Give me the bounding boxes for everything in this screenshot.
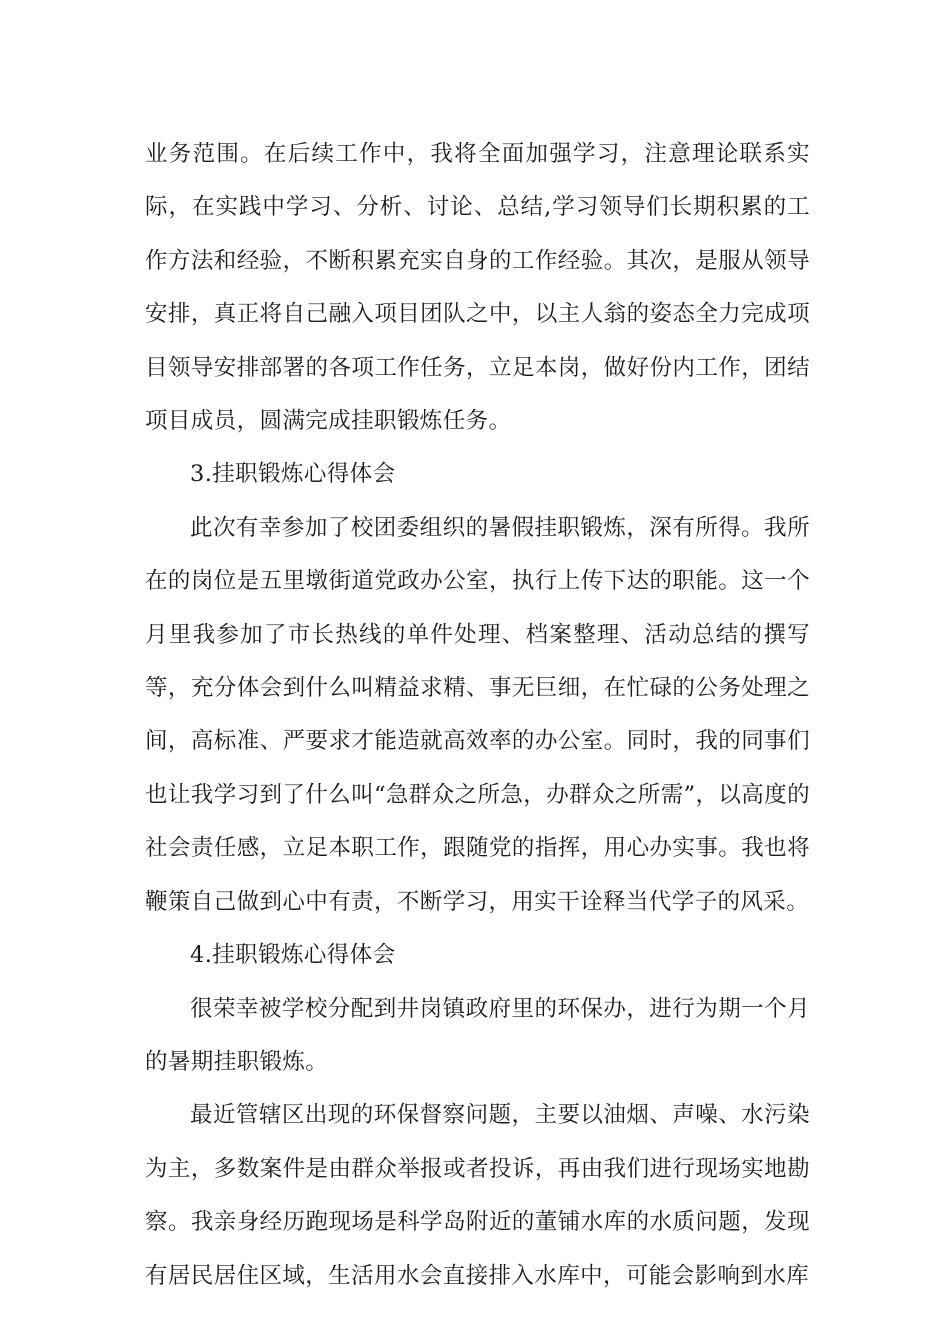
paragraph-4: 最近管辖区出现的环保督察问题，主要以油烟、声噪、水污染为主，多数案件是由群众举报或者投诉，再由我们进行现场实地勘察。我亲身经历跑现场是科学岛附近的董铺水库的水质问题，发现有居民居住区域，生活用水会直接排入水库中，可能会影响到水库 [145, 1102, 810, 1289]
section-heading-4: 4.挂职锻炼心得体会 [190, 942, 396, 969]
paragraph-3: 很荣幸被学校分配到井岗镇政府里的环保办，进行为期一个月的暑期挂职锻炼。 [145, 995, 810, 1075]
paragraph-1: 业务范围。在后续工作中，我将全面加强学习，注意理论联系实际，在实践中学习、分析、讨论、总结,学习领导们长期积累的工作方法和经验，不断积累充实自身的工作经验。其次，是服从领导安排，真正将自己融入项目团队之中，以主人翁的姿态全力完成项目领导安排部署的各项工作任务，立足本岗，做好份内工作，团结项目成员，圆满完成挂职锻炼任务。 [145, 141, 810, 435]
paragraph-2: 此次有幸参加了校团委组织的暑假挂职锻炼，深有所得。我所在的岗位是五里墩街道党政办公室，执行上传下达的职能。这一个月里我参加了市长热线的单件处理、档案整理、活动总结的撰写等，充分体会到什么叫精益求精、事无巨细，在忙碌的公务处理之间，高标准、严要求才能造就高效率的办公室。同时，我的同事们也让我学习到了什么叫“急群众之所急，办群众之所需”，以高度的社会责任感，立足本职工作，跟随党的指挥，用心办实事。我也将鞭策自己做到心中有责，不断学习，用实干诠释当代学子的风采。 [145, 514, 811, 915]
section-heading-3: 3.挂职锻炼心得体会 [190, 461, 396, 488]
document-body [145, 128, 810, 1303]
